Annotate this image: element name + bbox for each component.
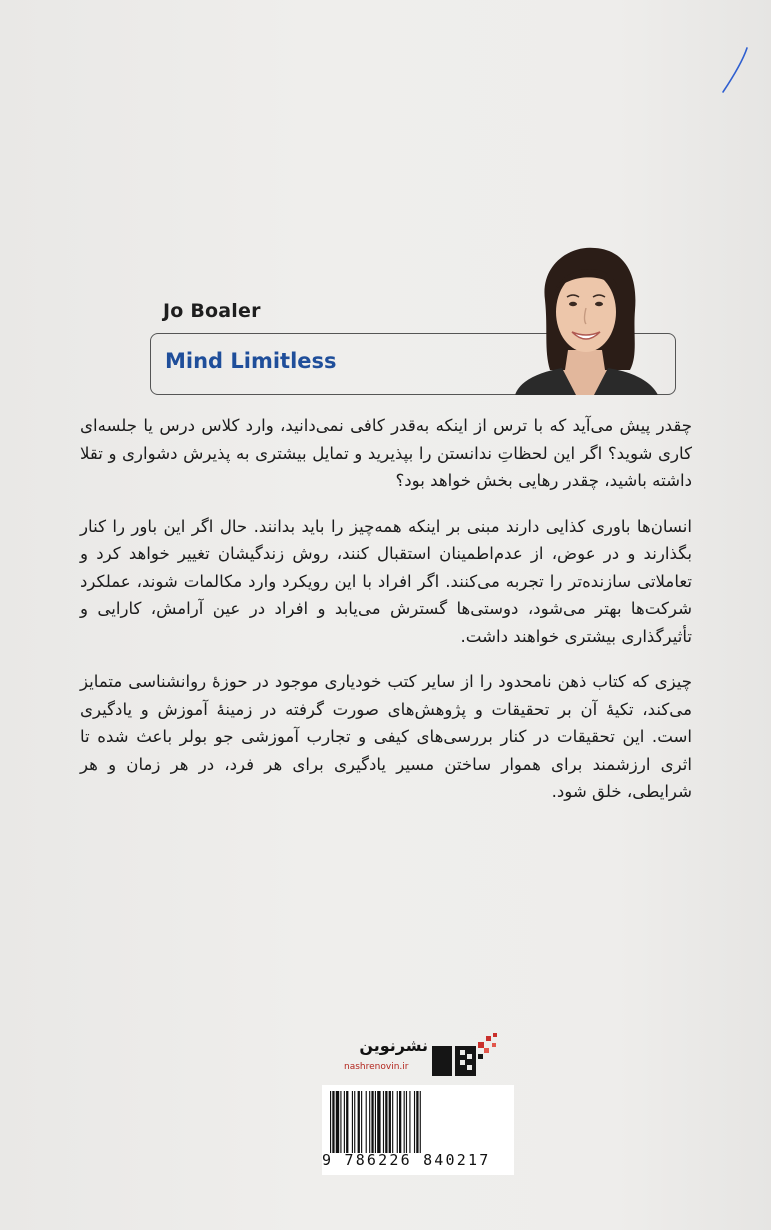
barcode-bar <box>330 1091 331 1153</box>
publisher-logo-icon <box>430 1032 510 1078</box>
barcode-bar <box>383 1091 384 1153</box>
barcode-bar <box>420 1091 421 1153</box>
barcode-bar <box>344 1091 345 1153</box>
barcode-bar <box>336 1091 339 1153</box>
isbn-number: 9 786226 840217 <box>322 1151 491 1169</box>
barcode-bar <box>354 1091 355 1153</box>
description-paragraph: چیزی که کتاب ذهن نامحدود را از سایر کتب خودیاری موجود در حوزهٔ روانشناسی متمایز می‌کند، تکیهٔ آن بر تحقیقات و پژوهش‌های صورت گرفته در زمینهٔ آموزش و یادگیری است. این تحقیقات در کنار بررسی‌های کیفی و تجارب آموزشی جو بولر باعث شده تا اثری ارزشمند برای هموار ساختن مسیر یادگیری برای هر فرد، در هر زمان و هر شرایطی، خلق شود. <box>80 672 692 801</box>
publisher-block <box>340 1032 510 1077</box>
barcode-bar <box>332 1091 334 1153</box>
barcode-bar <box>399 1091 401 1153</box>
description-paragraph: انسان‌ها باوری کذایی دارند مبنی بر اینکه همه‌چیز را باید بدانند. حال اگر این باور را کنار بگذارند و در عوض، از عدم‌اطمینان استقبال کنند، روش زندگیشان تغییر خواهد کرد و تعاملاتی سازنده‌تر را تجربه می‌کنند. اگر افراد با این رویکرد وارد مکالمات شوند، عملکرد شرکت‌ها بهتر می‌شود، دوستی‌ها گسترش می‌یابد و افراد در عین آرامش، کارایی و تأثیرگذاری بیشتری خواهند داشت. <box>80 516 692 646</box>
barcode-bar <box>385 1091 387 1153</box>
description-text <box>80 412 692 824</box>
book-title: Mind Limitless <box>165 349 337 373</box>
author-name: Jo Boaler <box>163 300 261 322</box>
barcode-bar <box>389 1091 391 1153</box>
barcode-bar <box>371 1091 373 1153</box>
barcode-bar <box>392 1091 393 1153</box>
author-photo <box>510 240 660 395</box>
pen-mark-icon <box>713 40 753 100</box>
barcode-bar <box>409 1091 410 1153</box>
barcode-bar <box>369 1091 370 1153</box>
isbn-barcode <box>322 1085 514 1175</box>
publisher-name: نشرنوین <box>359 1036 428 1055</box>
barcode-bar <box>361 1091 362 1153</box>
barcode-bar <box>346 1091 348 1153</box>
barcode-bar <box>366 1091 367 1153</box>
barcode-bars <box>330 1091 506 1153</box>
publisher-website: nashrenovin.ir <box>344 1062 409 1072</box>
barcode-bar <box>377 1091 380 1153</box>
barcode-bar <box>358 1091 360 1153</box>
barcode-bar <box>406 1091 407 1153</box>
barcode-bar <box>416 1091 418 1153</box>
barcode-bar <box>414 1091 415 1153</box>
barcode-bar <box>340 1091 341 1153</box>
barcode-bar <box>375 1091 376 1153</box>
barcode-bar <box>352 1091 353 1153</box>
barcode-bar <box>397 1091 398 1153</box>
barcode-bar <box>404 1091 405 1153</box>
description-paragraph: چقدر پیش می‌آید که با ترس از اینکه به‌قدر کافی نمی‌دانید، وارد کلاس درس یا جلسه‌ای کاری شوید؟ اگر این لحظاتِ ندانستن را بپذیرید و تمایل بیشتری به پذیرش دشواری و تقلا داشته باشید، چقدر رهایی بخش خواهد بود؟ <box>80 416 692 490</box>
